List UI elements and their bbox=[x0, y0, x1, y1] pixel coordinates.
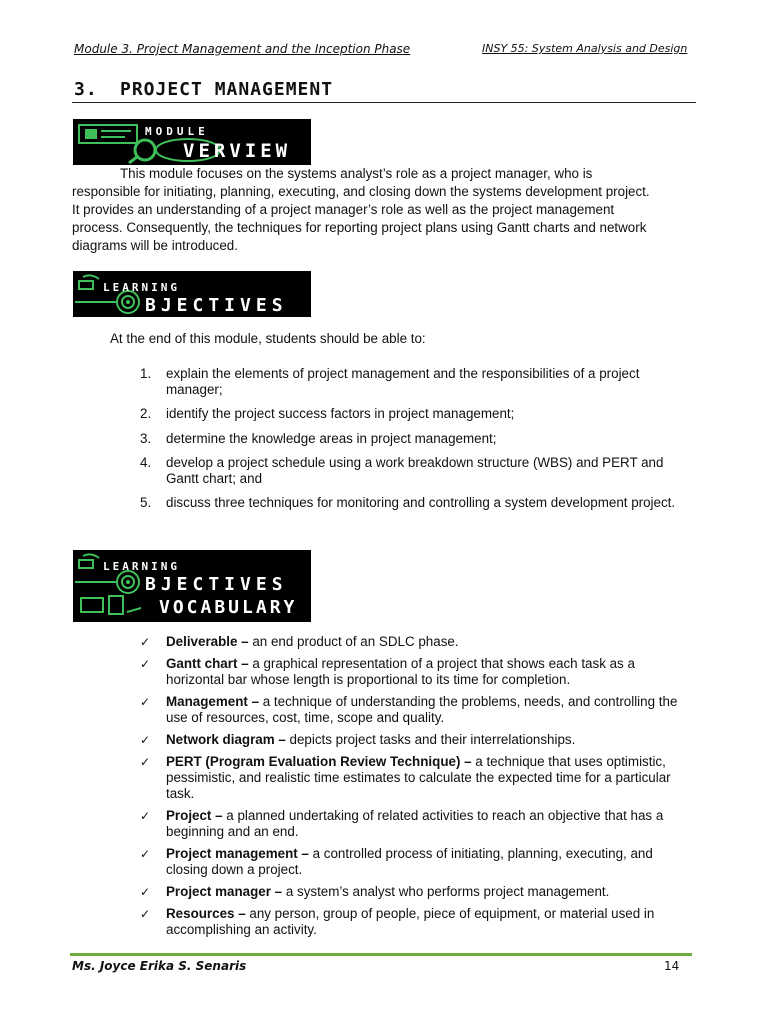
vocab-term: Project management – bbox=[166, 846, 309, 861]
module-overview-banner bbox=[73, 119, 311, 165]
overview-illustration-icon bbox=[79, 125, 155, 163]
learning-objectives-banner bbox=[73, 271, 311, 317]
learning-objectives-vocabulary-banner bbox=[73, 550, 311, 622]
list-item bbox=[140, 906, 696, 938]
vocab-definition: a technique that uses optimistic, pessimistic, and realistic time estimates to calculate the expected time for a particular task. bbox=[166, 754, 671, 801]
list-item bbox=[140, 656, 696, 688]
list-item bbox=[140, 754, 696, 802]
overview-paragraph bbox=[72, 165, 696, 255]
checkmark-icon: ✓ bbox=[140, 809, 151, 823]
checkmark-icon: ✓ bbox=[140, 733, 151, 747]
footer-author: Ms. Joyce Erika S. Senaris bbox=[72, 959, 247, 973]
section-number: 3. bbox=[74, 79, 98, 100]
vocab-term: Network diagram – bbox=[166, 732, 286, 747]
list-item bbox=[140, 846, 696, 878]
list-item bbox=[140, 694, 696, 726]
checkmark-icon: ✓ bbox=[140, 635, 151, 649]
page-number: 14 bbox=[664, 959, 680, 973]
checkmark-icon: ✓ bbox=[140, 847, 151, 861]
overview-line-1: This module focuses on the systems analyst’s role as a project manager, who is bbox=[120, 166, 593, 181]
running-header-module: Module 3. Project Management and the Inception Phase bbox=[74, 42, 411, 56]
list-item bbox=[140, 884, 696, 900]
checkmark-icon: ✓ bbox=[140, 755, 151, 769]
vocab-definition: a controlled process of initiating, planning, executing, and closing down a project. bbox=[166, 846, 653, 877]
overview-banner-line1: MODULE bbox=[145, 125, 209, 138]
objectives-list bbox=[110, 366, 696, 520]
checkmark-icon: ✓ bbox=[140, 907, 151, 921]
list-item: 5. discuss three techniques for monitoring and controlling a system development project. bbox=[140, 495, 676, 510]
list-item bbox=[140, 634, 696, 650]
list-item: 2. identify the project success factors in project management; bbox=[140, 406, 515, 421]
vocab-definition: a system’s analyst who performs project management. bbox=[282, 884, 610, 899]
vocabulary-banner-line1: LEARNING bbox=[103, 560, 180, 573]
vocab-definition: a technique of understanding the problems, needs, and controlling the use of resources, cost, time, scope and quality. bbox=[166, 694, 678, 725]
vocabulary-list bbox=[140, 634, 696, 944]
computer-icon bbox=[81, 596, 141, 614]
vocab-definition: any person, group of people, piece of equipment, or material used in accomplishing an activity. bbox=[166, 906, 655, 937]
list-item bbox=[140, 808, 696, 840]
vocab-definition: an end product of an SDLC phase. bbox=[248, 634, 459, 649]
vocab-term: Project manager – bbox=[166, 884, 283, 899]
vocab-term: Gantt chart – bbox=[166, 656, 249, 671]
vocab-definition: depicts project tasks and their interrelationships. bbox=[285, 732, 576, 747]
overview-line-4: process. Consequently, the techniques for reporting project plans using Gantt charts and network bbox=[72, 220, 647, 235]
list-item: 4. develop a project schedule using a work breakdown structure (WBS) and PERT and Gantt chart; and bbox=[140, 455, 664, 486]
objectives-intro: At the end of this module, students should be able to: bbox=[110, 331, 426, 346]
objectives-banner-line1: LEARNING bbox=[103, 281, 180, 294]
section-title-text: PROJECT MANAGEMENT bbox=[120, 79, 334, 100]
vocab-term: Resources – bbox=[166, 906, 246, 921]
overview-line-2: responsible for initiating, planning, executing, and closing down the systems development project. bbox=[72, 184, 650, 199]
running-header-course: INSY 55: System Analysis and Design bbox=[482, 42, 688, 55]
checkmark-icon: ✓ bbox=[140, 885, 151, 899]
vocab-definition: a graphical representation of a project that shows each task as a horizontal bar whose length is proportional to its time for completion. bbox=[166, 656, 635, 687]
vocabulary-banner-line2: BJECTIVES bbox=[145, 574, 288, 595]
vocab-term: Management – bbox=[166, 694, 260, 709]
checkmark-icon: ✓ bbox=[140, 657, 151, 671]
vocab-definition: a planned undertaking of related activities to reach an objective that has a beginning and an end. bbox=[166, 808, 664, 839]
section-title bbox=[72, 78, 696, 103]
checkmark-icon: ✓ bbox=[140, 695, 151, 709]
vocab-term: PERT (Program Evaluation Review Technique) – bbox=[166, 754, 472, 769]
vocab-term: Deliverable – bbox=[166, 634, 249, 649]
list-item bbox=[140, 732, 696, 748]
overview-line-5: diagrams will be introduced. bbox=[72, 238, 238, 253]
objectives-banner-line2: BJECTIVES bbox=[145, 295, 288, 316]
vocab-term: Project – bbox=[166, 808, 223, 823]
footer-rule bbox=[70, 953, 692, 956]
vocabulary-banner-line3: VOCABULARY bbox=[159, 597, 298, 618]
overview-banner-line2: VERVIEW bbox=[183, 140, 292, 162]
overview-line-3: It provides an understanding of a project manager’s role as well as the project management bbox=[72, 202, 615, 217]
list-item: 3. determine the knowledge areas in project management; bbox=[140, 430, 497, 446]
list-item: 1. explain the elements of project management and the responsibilities of a project manager; bbox=[140, 366, 640, 397]
